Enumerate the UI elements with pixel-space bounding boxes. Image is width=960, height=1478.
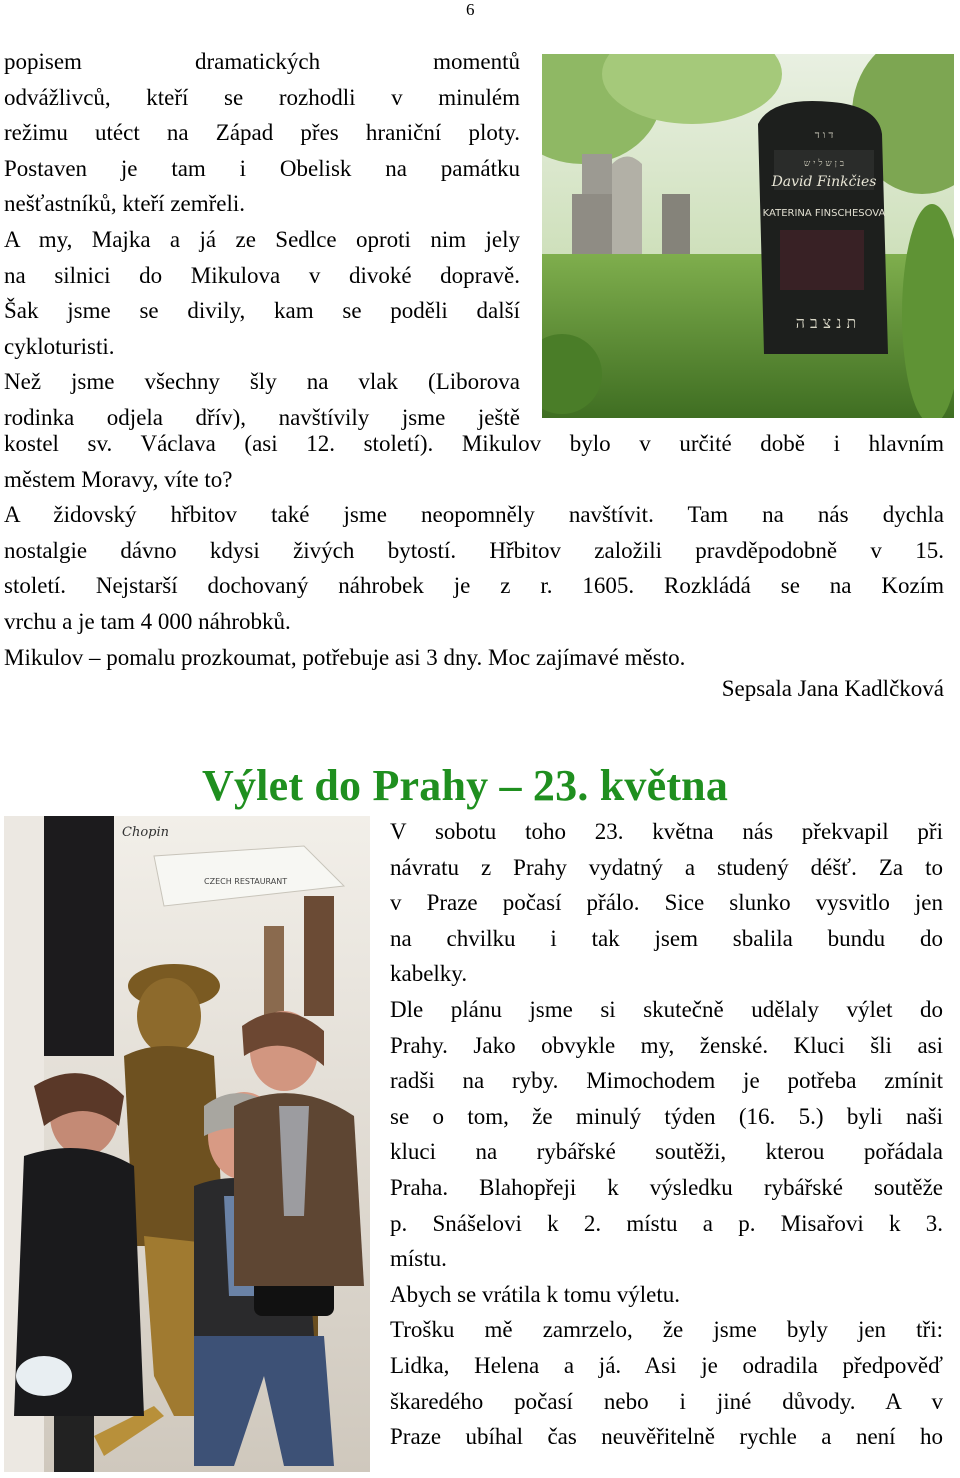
cemetery-illustration [542,54,954,418]
text-line: století. Nejstarší dochovaný náhrobek je z r. 1605. Rozkládá se na Kozím [4,573,944,599]
text-line: Prahy. Jako obvykle my, ženské. Kluci šli asi [390,1032,943,1058]
jewish-cemetery-photo [542,54,954,418]
text-line: p. Snášelovi k 2. místu a p. Misařovi k 3. [390,1210,943,1236]
statue-illustration [4,816,370,1472]
hebrew-inscription: ת נ צ ב ה [795,313,857,332]
article-text-top [4,44,520,436]
text-line: se o tom, že minulý týden (16. 5.) byli naši [390,1103,943,1129]
text-line: návratu z Prahy vydatný a studený déšť. Za to [390,854,943,880]
text-line: kluci na rybářské soutěži, kterou pořádala [390,1139,943,1165]
article-title: Výlet do Prahy – 23. května [202,761,729,810]
prague-statue-photo [4,816,370,1472]
text-line: odvážlivců, kteří se rozhodli v minulém [4,84,520,110]
svg-text:ד ו ד: ד ו ד [814,130,834,141]
text-line: V sobotu toho 23. května nás překvapil při [390,819,943,844]
text-line: na chvilku i tak jsem sbalila bundu do [390,925,943,951]
text-line: A židovský hřbitov také jsme neopomněly navštívit. Tam na nás dychla [4,502,944,528]
text-line: v Praze počasí přálo. Sice slunko vysvitlo jen [390,890,943,916]
text-line: nešťastníků, kteří zemřeli. [4,191,246,217]
text-line: Abych se vrátila k tomu výletu. [390,1281,680,1307]
text-line: Šak jsme se divily, kam se poděli další [4,298,520,324]
text-line: Mikulov – pomalu prozkoumat, potřebuje asi 3 dny. Moc zajímavé město. [4,644,686,670]
text-line: Praha. Blahopřeji k výsledku rybářské soutěže [390,1174,943,1200]
text-line: cykloturisti. [4,333,115,359]
page-number: 6 [466,0,475,19]
text-line: rodinka odjela dřív), navštívily jsme ještě [4,404,520,430]
text-line: kostel sv. Václava (asi 12. století). Mikulov bylo v určité době i hlavním [4,431,944,456]
text-line: Praze ubíhal čas neuvěřitelně rychle a není ho [390,1424,943,1450]
text-line: režimu utéct na Západ přes hraniční ploty. [4,120,520,146]
stone-inscription-name-2: KATERINA FINSCHESOVA [762,208,886,219]
text-line: nostalgie dávno kdysi živých bytostí. Hřbitov založili pravděpodobně v 15. [4,537,944,563]
text-line: vrchu a je tam 4 000 náhrobků. [4,608,291,634]
text-line: městem Moravy, víte to? [4,466,233,492]
text-line: Dle plánu jsme si skutečně udělaly výlet do [390,996,943,1022]
text-line: popisem dramatických momentů [4,49,520,74]
restaurant-sign: CZECH RESTAURANT [204,877,288,886]
text-line: škaredého počasí nebo i jiné důvody. A v [390,1388,943,1414]
stone-inscription-name: David Finkčies [771,174,877,190]
text-line: Postaven je tam i Obelisk na památku [4,155,520,181]
text-line: Lidka, Helena a já. Asi je odradila předpověď [390,1352,943,1378]
article-text-full [4,426,944,675]
text-line: radši na ryby. Mimochodem je potřeba zmínit [390,1068,943,1094]
author-signature: Sepsala Jana Kadlčková [721,676,944,701]
shop-sign: Chopin [122,825,169,840]
text-line: Trošku mě zamrzelo, že jsme byly jen tři: [390,1317,943,1343]
svg-text:ב ן ש ל י ש: ב ן ש ל י ש [803,159,845,169]
text-line: místu. [390,1246,447,1272]
text-line: A my, Majka a já ze Sedlce oproti nim jely [4,226,520,252]
text-line: Než jsme všechny šly na vlak (Liborova [4,369,520,395]
text-line: na silnici do Mikulova v divoké dopravě. [4,262,520,288]
article2-text [390,814,943,1455]
text-line: kabelky. [390,961,468,987]
